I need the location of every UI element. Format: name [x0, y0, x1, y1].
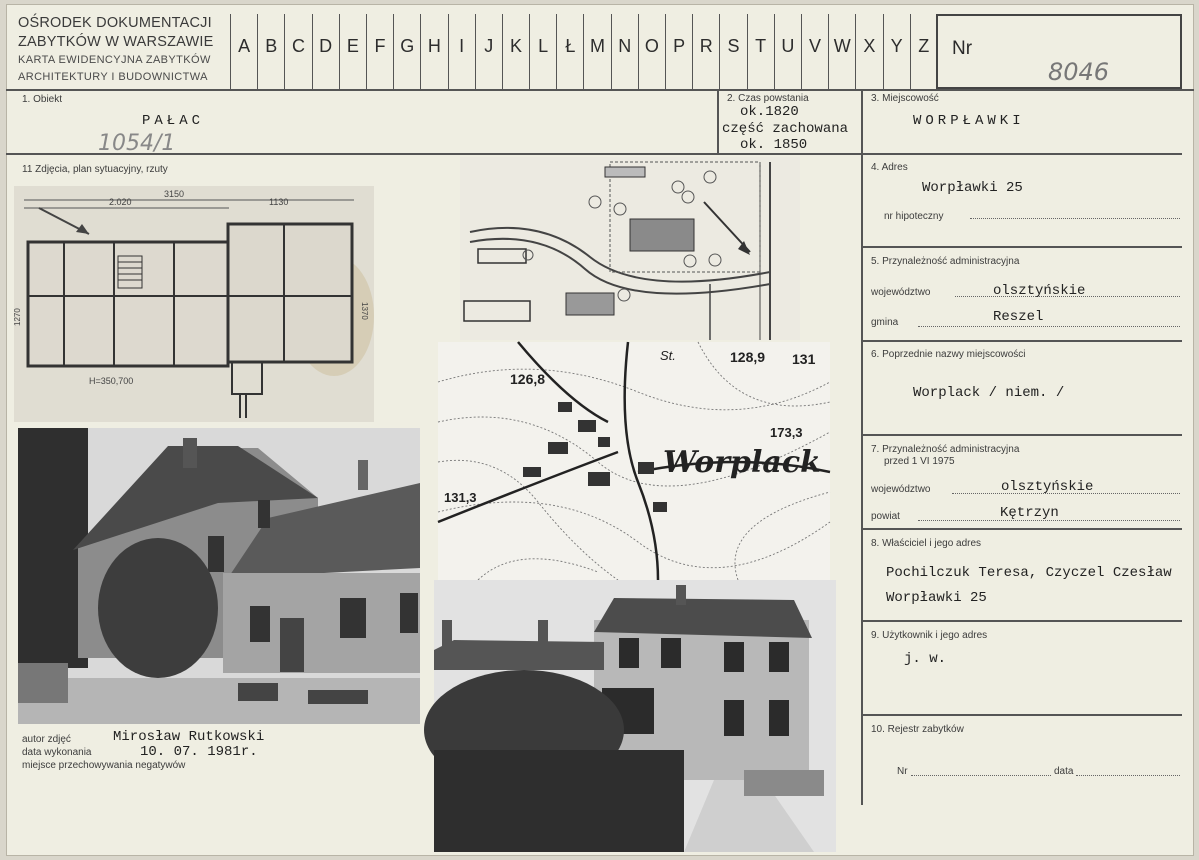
autor-value: Mirosław Rutkowski	[113, 729, 265, 745]
nr-value: 8046	[1048, 58, 1110, 86]
czas-line: część zachowana	[722, 121, 849, 137]
dotted-line	[970, 218, 1180, 219]
poprzednie-value: Worplack / niem. /	[913, 385, 1065, 401]
handwritten-number: 1054/1	[98, 131, 176, 156]
alphabet-letter: T	[748, 14, 775, 89]
dotted-line	[1076, 775, 1180, 776]
przynaleznosc-label: 5. Przynależność administracyjna	[871, 256, 1020, 267]
site-plan-image	[460, 157, 800, 340]
wojewodztwo-value: olsztyńskie	[993, 283, 1086, 299]
divider	[862, 434, 1182, 436]
alphabet-letter: E	[340, 14, 367, 89]
alphabet-letter: Ł	[557, 14, 584, 89]
alphabet-letter: X	[856, 14, 883, 89]
plan-dim: 1270	[13, 308, 22, 326]
hipoteczny-label: nr hipoteczny	[884, 211, 944, 222]
record-number-box	[936, 14, 1182, 89]
alphabet-letter: C	[285, 14, 312, 89]
alphabet-letter: Z	[911, 14, 938, 89]
institution-header	[18, 14, 230, 86]
plan-dim: 3150	[164, 189, 185, 199]
plan-dim: 1130	[269, 197, 289, 207]
czas-line: ok.1820	[740, 104, 799, 120]
divider	[717, 89, 719, 153]
map-label: St.	[660, 348, 676, 363]
alphabet-letter: P	[666, 14, 693, 89]
adres-value: Worpławki 25	[922, 180, 1023, 196]
przynaleznosc-1975-label: 7. Przynależność administracyjna	[871, 444, 1020, 455]
floor-plan-image	[14, 186, 374, 422]
alphabet-letter: V	[802, 14, 829, 89]
plan-dim: 1370	[360, 302, 369, 320]
adres-label: 4. Adres	[871, 162, 908, 173]
divider	[6, 89, 1194, 91]
map-height: 131	[792, 351, 816, 367]
wlasciciel-label: 8. Właściciel i jego adres	[871, 538, 982, 549]
data-wykonania-label: data wykonania	[22, 747, 92, 758]
poprzednie-label: 6. Poprzednie nazwy miejscowości	[871, 349, 1026, 360]
divider	[6, 153, 1182, 155]
powiat-value: Kętrzyn	[1000, 505, 1059, 521]
alphabet-letter: S	[720, 14, 747, 89]
wlasciciel-line1: Pochilczuk Teresa, Czyczel Czesław	[886, 565, 1172, 581]
topographic-map-image	[438, 342, 830, 580]
institution-line: ZABYTKÓW W WARSZAWIE	[18, 34, 214, 50]
map-height: 131,3	[444, 490, 477, 505]
manor-photo-rear	[434, 580, 836, 852]
alphabet-letter: G	[394, 14, 421, 89]
alphabet-letter: B	[258, 14, 285, 89]
alphabet-letter: M	[584, 14, 611, 89]
divider	[862, 620, 1182, 622]
uzytkownik-label: 9. Użytkownik i jego adres	[871, 630, 988, 641]
wojewodztwo-1975-label: województwo	[871, 484, 931, 495]
alphabet-letter: L	[530, 14, 557, 89]
alphabet-letter: H	[421, 14, 448, 89]
miejscowosc-label: 3. Miejscowość	[871, 93, 939, 104]
map-height: 126,8	[510, 371, 546, 387]
gmina-value: Reszel	[993, 309, 1044, 325]
divider	[862, 246, 1182, 248]
manor-photo-front	[18, 428, 420, 724]
obiekt-value: PAŁAC	[142, 113, 205, 129]
miejscowosc-value: WORPŁAWKI	[913, 113, 1025, 129]
wojewodztwo-label: województwo	[871, 287, 931, 298]
alphabet-letter: O	[639, 14, 666, 89]
obiekt-label: 1. Obiekt	[22, 94, 63, 105]
plan-dim: 2.020	[109, 197, 132, 207]
divider	[861, 89, 863, 805]
divider	[862, 528, 1182, 530]
alphabet-letter: J	[476, 14, 503, 89]
data-wykonania-value: 10. 07. 1981r.	[140, 744, 258, 760]
alphabet-letter: R	[693, 14, 720, 89]
alphabet-letter: U	[775, 14, 802, 89]
gmina-label: gmina	[871, 317, 899, 328]
wojewodztwo-1975-value: olsztyńskie	[1001, 479, 1094, 495]
autor-label: autor zdjęć	[22, 734, 71, 745]
alphabet-letter: Y	[884, 14, 911, 89]
rejestr-data-label: data	[1054, 766, 1074, 777]
alphabet-letter: K	[503, 14, 530, 89]
alphabet-index	[230, 14, 938, 89]
alphabet-letter: F	[367, 14, 394, 89]
powiat-label: powiat	[871, 511, 900, 522]
alphabet-letter: I	[449, 14, 476, 89]
alphabet-letter: A	[231, 14, 258, 89]
dotted-line	[911, 775, 1051, 776]
alphabet-letter: N	[612, 14, 639, 89]
przynaleznosc-1975-label2: przed 1 VI 1975	[884, 456, 955, 467]
rejestr-nr-label: Nr	[897, 766, 908, 777]
map-town-label: Worplack	[663, 445, 821, 480]
dotted-line	[918, 326, 1180, 327]
czas-line: ok. 1850	[740, 137, 808, 153]
divider	[862, 340, 1182, 342]
czas-label: 2. Czas powstania	[727, 93, 809, 104]
map-height: 173,3	[770, 425, 803, 440]
miejsce-label: miejsce przechowywania negatywów	[22, 760, 186, 771]
nr-label: Nr	[952, 38, 973, 59]
wlasciciel-line2: Worpławki 25	[886, 590, 987, 606]
alphabet-letter: W	[829, 14, 856, 89]
zdjecia-label: 11 Zdjęcia, plan sytuacyjny, rzuty	[22, 164, 168, 175]
rejestr-label: 10. Rejestr zabytków	[871, 724, 964, 735]
map-height: 128,9	[730, 349, 766, 365]
institution-line: KARTA EWIDENCYJNA ZABYTKÓW	[18, 54, 211, 66]
alphabet-letter: D	[313, 14, 340, 89]
plan-dim: H=350,700	[89, 376, 134, 386]
divider	[862, 714, 1182, 716]
institution-line: OŚRODEK DOKUMENTACJI	[18, 15, 212, 31]
institution-line: ARCHITEKTURY I BUDOWNICTWA	[18, 71, 208, 83]
uzytkownik-value: j. w.	[904, 651, 947, 667]
